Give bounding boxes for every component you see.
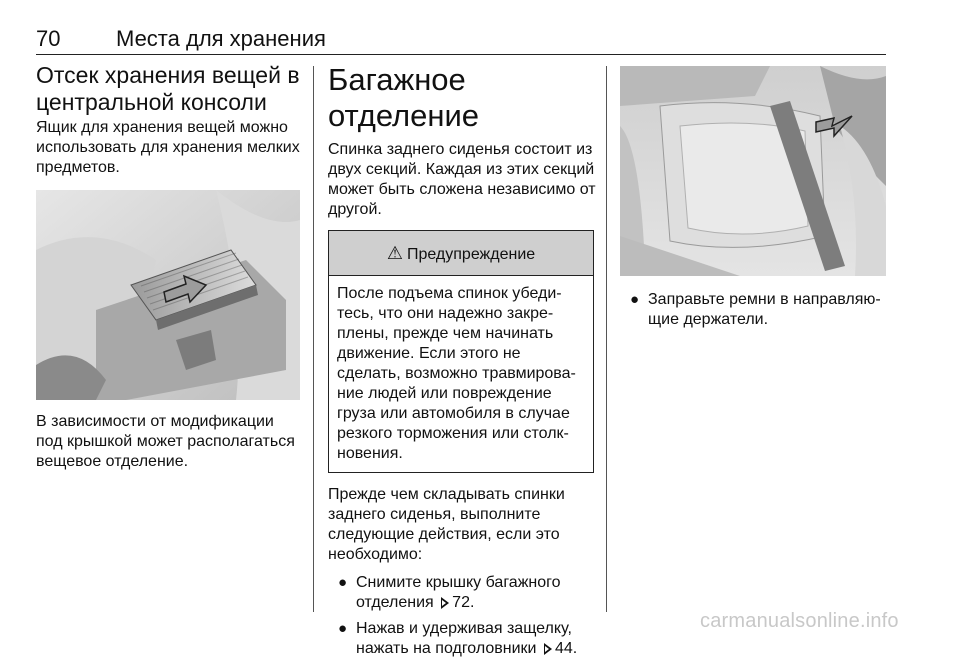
right-steps-list: [620, 290, 886, 330]
list-item: [328, 573, 596, 613]
page-number: 70: [36, 26, 61, 51]
page-reference-arrow-icon: [441, 597, 449, 609]
center-console-illustration: [36, 190, 300, 400]
step-text: Снимите крышку багажного отделения: [356, 574, 561, 611]
luggage-intro: Спинка заднего сиденья состоит из двух секций. Каждая из этих секций может быть сложена независимо от другой.: [328, 141, 596, 218]
warning-triangle-icon: ⚠: [386, 243, 403, 263]
right-column: [620, 66, 886, 336]
console-storage-intro: Ящик для хранения вещей можно использовать для хранения мелких предметов.: [36, 119, 300, 176]
page-reference[interactable]: 44.: [554, 640, 578, 657]
page-reference-arrow-icon: [544, 643, 552, 655]
center-console-storage-figure: [36, 190, 300, 400]
console-storage-note: В зависимости от модификации под крышкой может располагаться вещевое отделение.: [36, 413, 295, 470]
column-divider: [606, 66, 607, 612]
steps-list: [328, 573, 596, 659]
page-header: [36, 26, 886, 55]
page-reference[interactable]: 72.: [452, 594, 475, 611]
bullet-icon: ●: [338, 620, 348, 637]
bullet-icon: ●: [630, 291, 640, 308]
column-divider: [313, 66, 314, 612]
list-item: [328, 619, 596, 659]
left-column: [36, 62, 300, 472]
warning-box: [328, 230, 594, 473]
warning-body: [329, 276, 593, 472]
rear-seat-illustration: [620, 66, 886, 276]
step-text: Заправьте ремни в направляю-щие держатели.: [648, 291, 881, 328]
warning-header: [329, 231, 593, 276]
rear-seat-belt-guide-figure: [620, 66, 886, 276]
warning-text: После подъема спинок убеди-тесь, что они надежно закре-плены, прежде чем начинать движение. Если этого не сделать, возможно травмирова-ние людей или повреждение груза или автомобиля в случае резкого торможения или столк-новения.: [337, 285, 576, 462]
list-item: [620, 290, 886, 330]
section-title: Места для хранения: [116, 26, 326, 51]
bullet-icon: ●: [338, 574, 348, 591]
warning-title: Предупреждение: [406, 246, 536, 263]
luggage-compartment-heading: Багажное отделение: [328, 62, 480, 133]
watermark: carmanualsonline.info: [700, 610, 899, 632]
middle-column: [328, 62, 596, 665]
step-text: Нажав и удерживая защелку, нажать на подголовники: [356, 620, 572, 657]
console-storage-heading: Отсек хранения вещей в центральной консоли: [36, 62, 300, 115]
steps-intro: Прежде чем складывать спинки заднего сиденья, выполните следующие действия, если это необходимо:: [328, 486, 565, 563]
